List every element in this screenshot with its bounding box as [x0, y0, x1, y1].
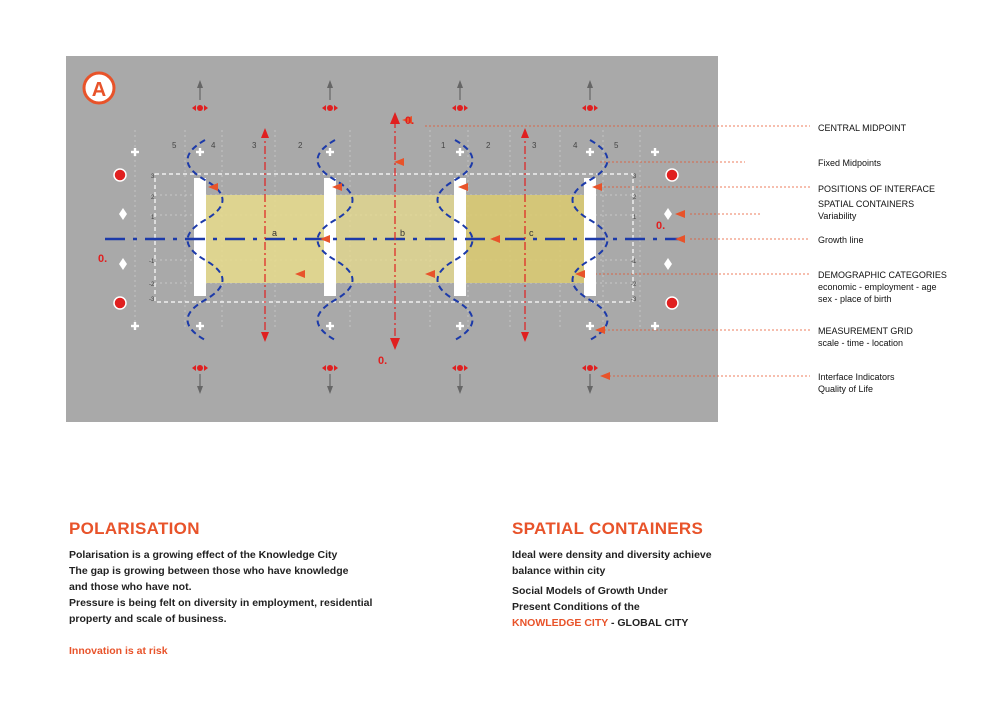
- legend-demographic-categories: [818, 269, 947, 305]
- row-number: 3: [151, 174, 155, 180]
- legend-spatial-containers: [818, 198, 914, 222]
- zero-label-right: 0.: [656, 220, 666, 232]
- text-line: property and scale of business.: [69, 613, 227, 625]
- legend-measurement-grid: [818, 325, 913, 349]
- polarisation-text: [69, 547, 469, 627]
- legend-sub2: sex - place of birth: [818, 294, 892, 304]
- row-number: -2: [631, 282, 637, 288]
- column-number: 2: [298, 141, 303, 150]
- column-number: 5: [172, 141, 177, 150]
- row-number: -2: [149, 282, 155, 288]
- text-line: The gap is growing between those who have knowledge: [69, 565, 349, 577]
- row-number: -1: [631, 259, 637, 265]
- text-line: Ideal were density and diversity achieve: [512, 549, 712, 561]
- text-line: Present Conditions of the: [512, 601, 640, 613]
- column-number: 1: [441, 141, 446, 150]
- legend-title: CENTRAL MIDPOINT: [818, 123, 907, 133]
- zero-label-top: 0.: [405, 115, 415, 127]
- legend-sub: economic - employment - age: [818, 282, 937, 292]
- innovation-note: Innovation is at risk: [69, 645, 168, 657]
- section-label-c: c: [529, 228, 534, 238]
- row-number: 1: [151, 215, 155, 221]
- text-line: Social Models of Growth Under: [512, 585, 668, 597]
- column-number: 2: [486, 141, 491, 150]
- row-number: 1: [633, 215, 637, 221]
- legend-interface-indicators: [818, 371, 895, 395]
- global-city-label: - GLOBAL CITY: [608, 617, 689, 629]
- text-line: Polarisation is a growing effect of the Knowledge City: [69, 549, 338, 561]
- legend-fixed-midpoints: [818, 157, 881, 169]
- legend-title: SPATIAL CONTAINERS: [818, 199, 915, 209]
- legend-title: Growth line: [818, 235, 864, 245]
- text-line: and those who have not.: [69, 581, 192, 593]
- legend-positions-of-interface: [818, 183, 935, 195]
- zero-label-bottom: 0.: [378, 355, 388, 367]
- row-number: 2: [633, 195, 637, 201]
- knowledge-city-label: KNOWLEDGE CITY: [512, 617, 609, 629]
- legend-central-midpoint: [818, 122, 906, 134]
- text-line: Pressure is being felt on diversity in employment, residential: [69, 597, 373, 609]
- column-number: 4: [573, 141, 578, 150]
- badge-letter: A: [91, 79, 107, 101]
- knowledge-city-line: [512, 615, 812, 631]
- column-number: 3: [532, 141, 537, 150]
- polarisation-heading: POLARISATION: [69, 519, 200, 538]
- row-number: -3: [631, 297, 637, 303]
- section-label-a: a: [272, 228, 278, 238]
- row-number: 3: [633, 174, 637, 180]
- text-line: balance within city: [512, 565, 606, 577]
- legend-title: Interface Indicators: [818, 372, 895, 382]
- column-number: 4: [211, 141, 216, 150]
- spatial-containers-heading: SPATIAL CONTAINERS: [512, 519, 704, 538]
- row-number: -1: [149, 259, 155, 265]
- legend-growth-line: [818, 234, 864, 246]
- spatial-containers-text: [512, 547, 812, 579]
- legend-title: MEASUREMENT GRID: [818, 326, 913, 336]
- legend-title: DEMOGRAPHIC CATEGORIES: [818, 270, 947, 280]
- column-number: 5: [614, 141, 619, 150]
- legend-sub: Variability: [818, 211, 857, 221]
- legend-sub: Quality of Life: [818, 384, 874, 394]
- column-number: 3: [252, 141, 257, 150]
- row-number: -3: [149, 297, 155, 303]
- social-models-text: [512, 583, 812, 631]
- row-number: 2: [151, 195, 155, 201]
- legend-title: POSITIONS OF INTERFACE: [818, 184, 936, 194]
- section-label-b: b: [400, 228, 406, 238]
- legend-sub: scale - time - location: [818, 338, 904, 348]
- zero-label-left: 0.: [98, 253, 108, 265]
- legend-title: Fixed Midpoints: [818, 158, 882, 168]
